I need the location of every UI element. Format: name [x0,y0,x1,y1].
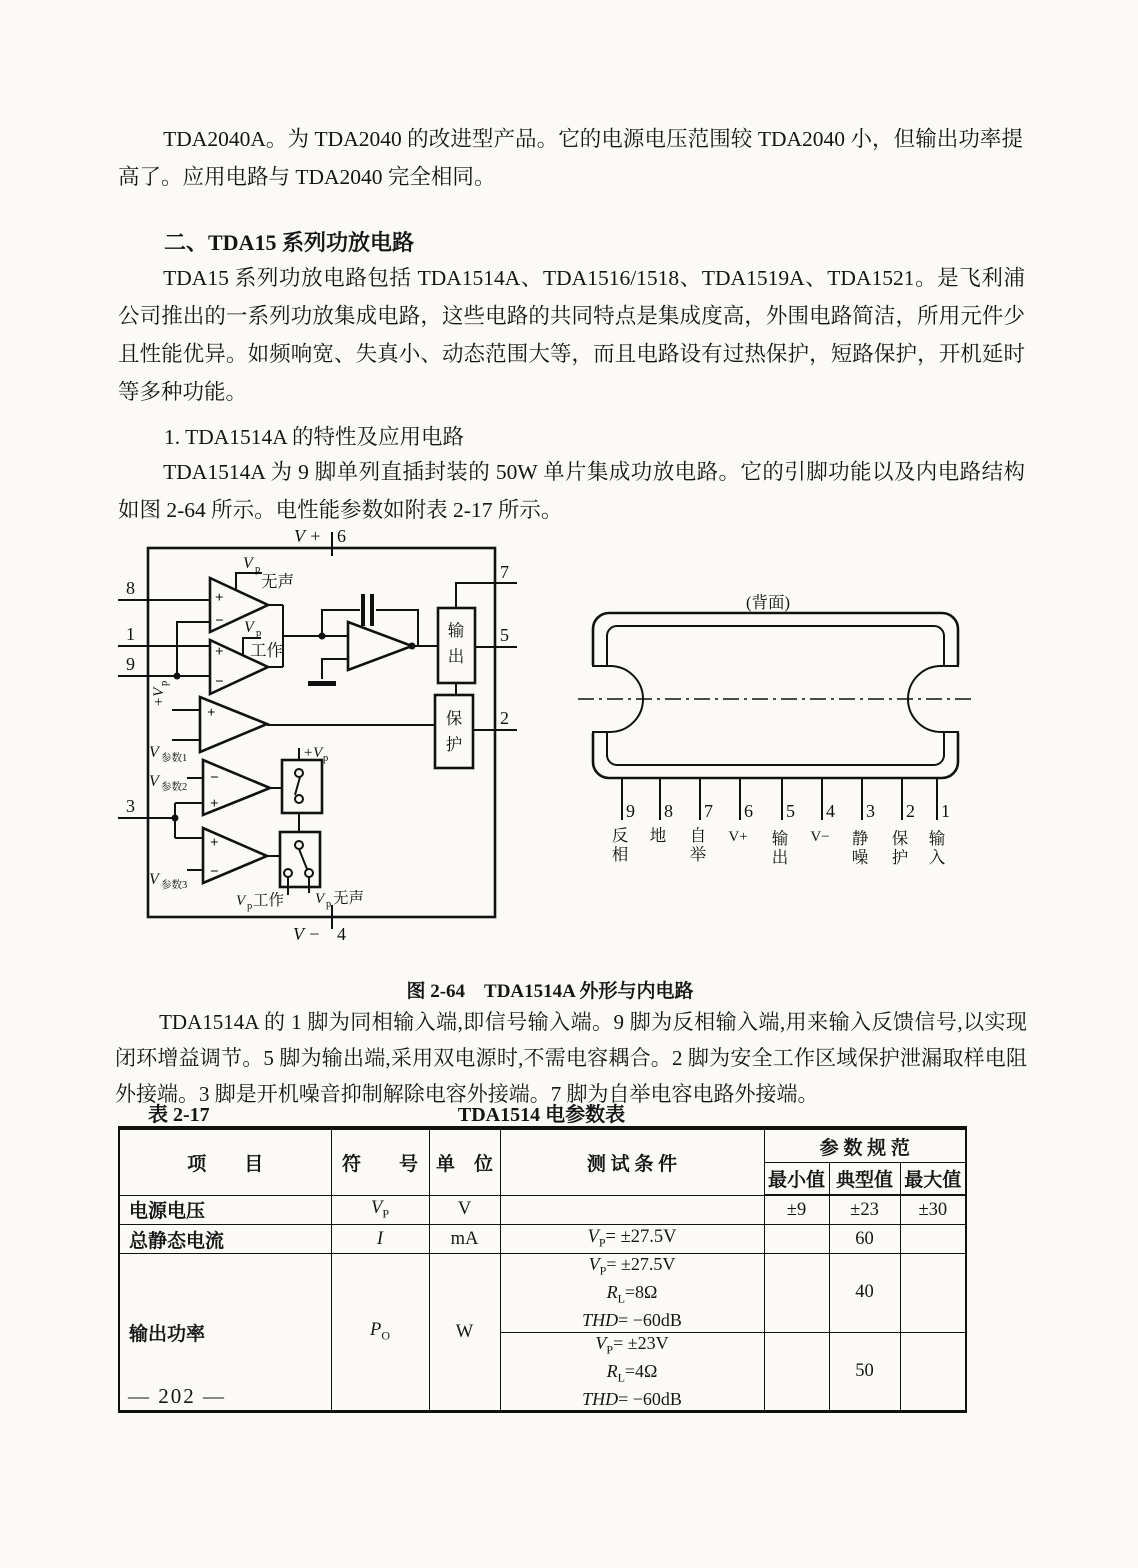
paragraph-tda1514a-intro: TDA1514A 为 9 脚单列直插封装的 50W 单片集成功放电路。它的引脚功能以及内电路结构如图 2-64 所示。电性能参数如附表 2-17 所示。 [118,460,1025,522]
vp-sw-work-symbol: V [236,893,246,909]
vplus-label: V + [294,526,322,546]
col-header-spec: 参 数 规 范 [764,1128,966,1163]
row-output-power-typ-a: 40 [829,1254,900,1333]
pkg-pin1-name: 输 [928,829,946,848]
vp-mute-sub: p [255,564,261,575]
row-supply-voltage-min: ±9 [764,1195,829,1225]
row-supply-voltage-typ: ±23 [829,1195,900,1225]
pin3-label: 3 [126,796,135,816]
package-pins [612,778,950,867]
row-output-power-min-a [764,1254,829,1333]
paragraph-tda2040a: TDA2040A。为 TDA2040 的改进型产品。它的电源电压范围较 TDA2040 小，但输出功率提高了。应用电路与 TDA2040 完全相同。 [118,127,1023,189]
pin4-label: 4 [337,924,346,944]
pin8-label: 8 [126,578,135,598]
row-output-power-cond-a [500,1254,764,1333]
pkg-pin2-name: 保 [891,829,909,848]
vp-mute-symbol: V [243,555,253,572]
package-outline-diagram [553,583,985,888]
vp-work-sub: p [256,628,262,639]
pkg-pin9-number: 9 [626,801,635,821]
work-label: 工作 [250,641,283,660]
row-supply-voltage-item: 电源电压 [119,1195,331,1225]
sw-work-label: 工作 [253,892,285,909]
capacitor-icon [363,594,372,626]
pkg-pin3-name: 噪 [851,848,869,867]
row-output-power-unit: W [429,1254,500,1412]
row-output-power-max-b [900,1332,966,1412]
pin3-branch-lines [175,803,203,838]
pin6-label: 6 [337,526,346,546]
paragraph-tda15-series: TDA15 系列功放电路包括 TDA1514A、TDA1516/1518、TDA1519A、TDA1521。是飞利浦公司推出的一系列功放集成电路，这些电路的共同特点是集成度高，外围电路简洁，所用元件少且性能优异。如频响宽、失真小、动态范围大等，而且电路设有过热保护，短路保护，开机延时等多种功能。 [118,266,1025,404]
switch-box-upper [282,760,322,813]
row-supply-voltage-cond [500,1195,764,1225]
row-quiescent-current-unit: mA [429,1225,500,1254]
row-supply-voltage-max: ±30 [900,1195,966,1225]
protection-block-label-1: 保 [445,709,463,728]
pkg-pin6-number: 6 [744,801,753,821]
page-number: — 202 — [128,1384,226,1408]
row-supply-voltage-symbol: $V_P$ [331,1195,429,1225]
pkg-pin5-name: 输 [771,829,789,848]
row-output-power-typ-b: 50 [829,1332,900,1412]
minus-sign: − [215,613,224,629]
plus-vp-side-symbol: +V [151,687,167,707]
table-label: 表 2-17 [148,1104,210,1126]
col-header-conditions: 测 试 条 件 [500,1128,764,1195]
plus-sign: + [215,590,224,606]
pkg-pin4-name: V− [810,829,830,845]
row-output-power-symbol: $P_O$ [331,1254,429,1412]
package-inner-outline [607,626,944,765]
pkg-pin3-name: 静 [851,829,869,848]
package-outer-outline [593,613,958,778]
row-output-power-min-b [764,1332,829,1412]
switch-contact [305,869,313,877]
pin2-label: 2 [500,708,509,728]
pin9-label: 9 [126,654,135,674]
row-quiescent-current-cond: $V_P= \pm 27.5V$ [500,1225,764,1254]
switch-contact [295,795,303,803]
mute-label: 无声 [261,572,294,591]
sw-mute-label: 无声 [333,890,365,907]
pkg-pin6-name: V+ [728,829,748,845]
switch-contact [295,769,303,777]
internal-circuit-diagram [105,515,525,965]
junction-dot [174,673,181,680]
paragraph-pin-functions: TDA1514A 的 1 脚为同相输入端,即信号输入端。9 脚为反相输入端,用来输入反馈信号,以实现闭环增益调节。5 脚为输出端,采用双电源时,不需电容耦合。2 脚为安全工作区域保护泄漏取样电阻外接端。3 脚是开机噪音抑制解除电容外接端。7 脚为自举电容电路外接端。 [115,1010,1027,1106]
cond-line: THD= −60dB [582,1388,682,1409]
feedback-link-line [177,622,210,676]
cond-line: $R_L=8\Omega$ [606,1282,658,1306]
pkg-pin2-number: 2 [906,801,915,821]
figure-caption: 图 2-64 TDA1514A 外形与内电路 [406,981,694,1002]
vref1-sub: 参数1 [161,753,188,764]
vref1-symbol: V [149,744,159,761]
pkg-pin7-name: 举 [689,845,707,864]
plus-sign: + [210,796,219,812]
switch-contact [295,841,303,849]
switch-lever [299,849,307,869]
table-title: TDA1514 电参数表 [457,1104,626,1126]
pkg-pin1-number: 1 [941,801,950,821]
col-header-typ: 典型值 [829,1163,900,1196]
vp-sw-mute-symbol: V [315,891,325,907]
protection-block-label-2: 护 [445,735,463,754]
pkg-pin7-name: 自 [689,826,707,845]
pkg-pin5-name: 出 [771,848,789,867]
row-quiescent-current-symbol: I [331,1225,429,1254]
pin1-label: 1 [126,624,135,644]
opamp3-input-stubs [172,710,200,740]
output-block-label-2: 出 [447,647,465,666]
minus-sign: − [215,674,224,690]
col-header-item: 项 目 [119,1128,331,1195]
junction-dot [172,815,179,822]
sub-heading: 1. TDA1514A 的特性及应用电路 [164,425,465,449]
package-view-label: (背面) [746,593,790,612]
cond-line: THD= −60dB [582,1310,682,1331]
row-quiescent-current-typ: 60 [829,1225,900,1254]
row-quiescent-current-item: 总静态电流 [119,1225,331,1254]
vref3-sub: 参数3 [161,880,188,891]
cond-line: $R_L=4\Omega$ [606,1360,658,1385]
vref3-symbol: V [149,871,159,888]
col-header-min: 最小值 [764,1163,829,1196]
switch-lever [295,777,300,795]
plus-sign: + [207,705,216,721]
vp-work-symbol: V [244,619,254,636]
vref2-sub: 参数2 [161,782,188,793]
row-output-power-cond-b [500,1332,764,1412]
mute-leader-line [236,573,262,590]
col-header-max: 最大值 [900,1163,966,1196]
cond-line: $V_P= \pm 27.5V$ [588,1254,676,1278]
pkg-pin2-name: 护 [891,848,909,867]
pkg-pin1-name: 入 [928,848,946,867]
cond-line: $V_P= \pm 23V$ [595,1332,669,1357]
plus-vp-side-sub: p [159,680,170,686]
pkg-pin9-name: 反 [611,826,629,845]
section-heading: 二、TDA15 系列功放电路 [164,230,414,255]
plus-vp-top-symbol: +V [303,745,323,761]
minus-sign: − [210,864,219,880]
pkg-pin5-number: 5 [786,801,795,821]
row-output-power-max-a [900,1254,966,1333]
pkg-pin4-number: 4 [826,801,835,821]
pkg-pin3-number: 3 [866,801,875,821]
pin5-label: 5 [500,625,509,645]
pkg-pin8-number: 8 [664,801,673,821]
plus-vp-top-sub: p [323,753,329,764]
vminus-label: V − [293,924,321,944]
plus-sign: + [215,644,224,660]
row-quiescent-current-max [900,1225,966,1254]
ground-icon [308,681,336,686]
ground-branch [322,659,348,679]
opamp-power-stage [348,622,412,670]
vref2-symbol: V [149,773,159,790]
plus-sign: + [210,835,219,851]
col-header-symbol: 符 号 [331,1128,429,1195]
switch-contact [284,869,292,877]
output-block-label-1: 输 [447,621,465,640]
parameter-table [118,1126,967,1413]
row-output-power-item: 输出功率 [119,1254,331,1412]
col-header-unit: 单 位 [429,1128,500,1195]
vp-sw-work-sub: p [247,901,253,912]
vp-sw-mute-sub: p [326,899,332,910]
minus-sign: − [210,770,219,786]
pkg-pin9-name: 相 [611,845,629,864]
row-quiescent-current-min [764,1225,829,1254]
pkg-pin8-name: 地 [649,826,667,845]
pkg-pin7-number: 7 [704,801,713,821]
row-supply-voltage-unit: V [429,1195,500,1225]
output-block-box [438,608,475,683]
pin7-label: 7 [500,562,509,582]
protection-block-box [435,695,473,768]
pin7-line [456,583,517,608]
plus-vp-side-label [151,681,170,707]
